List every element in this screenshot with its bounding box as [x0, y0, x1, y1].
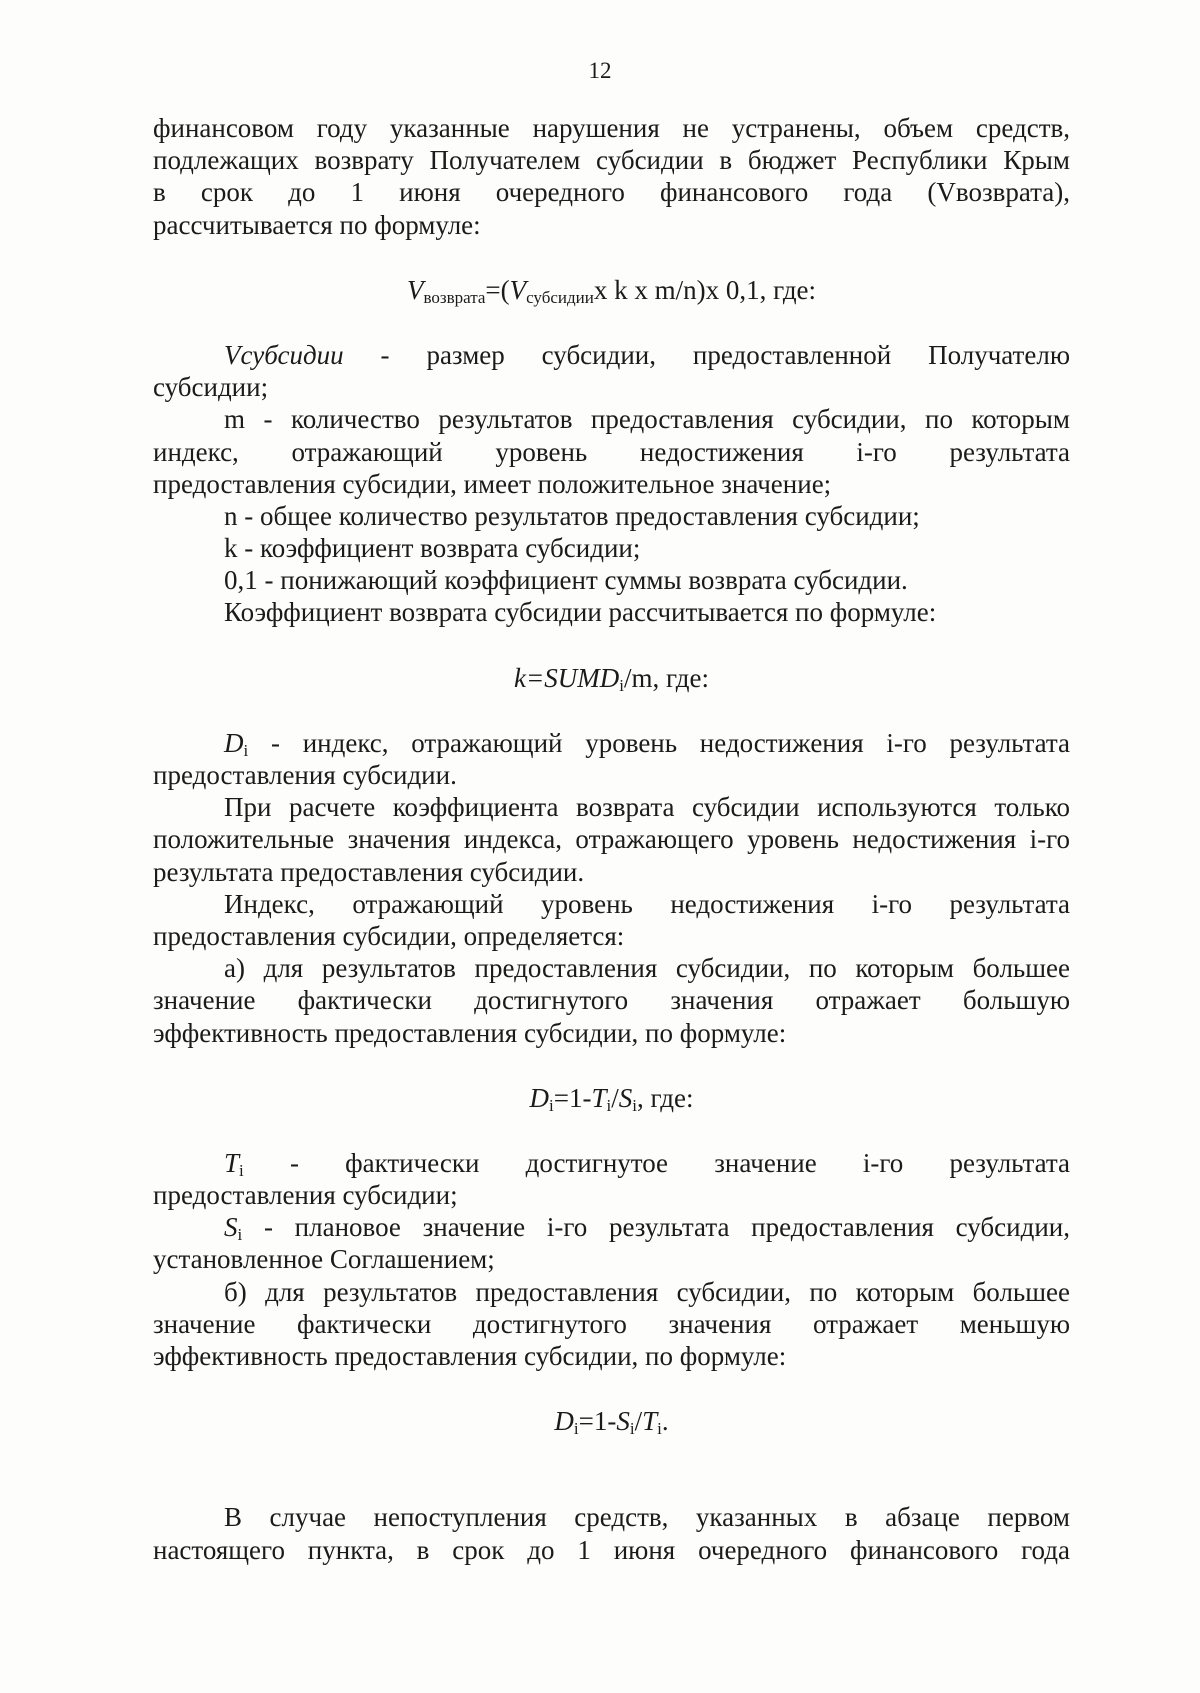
text-line: предоставления субсидии, определяется:: [153, 920, 625, 951]
text-line: предоставления субсидии.: [153, 760, 457, 790]
text-line: результата предоставления субсидии.: [153, 856, 585, 887]
definition-0-1: 0,1 - понижающий коэффициент суммы возврата субсидии.: [224, 565, 908, 596]
document-body: [153, 112, 1070, 1566]
definition-m: m - количество результатов предоставления субсидии, по которым: [224, 404, 1070, 435]
text-line: эффективность предоставления субсидии, по формуле:: [153, 1017, 787, 1048]
text-line: эффективность предоставления субсидии, по формуле:: [153, 1341, 787, 1371]
definition-s: $S_i$ - плановое значение i-го результата предоставления субсидии,: [224, 1212, 1070, 1245]
definition-t: $T_i$ - фактически достигнутое значение i-го результата: [224, 1147, 1070, 1180]
formula-k: $k=SUMD_i/m$, где:: [514, 662, 709, 695]
text-line: финансовом году указанные нарушения не устранены, объем средств,: [153, 113, 1070, 143]
text-line: субсидии;: [153, 372, 269, 403]
text-line: предоставления субсидии, имеет положительное значение;: [153, 468, 832, 499]
formula-d-a: $D_i=1-T_i/S_i$, где:: [529, 1082, 694, 1115]
text-line: значение фактически достигнутого значения отражает большую: [153, 985, 1070, 1016]
page-number: 12: [588, 58, 612, 83]
text-line: рассчитывается по формуле:: [153, 209, 481, 240]
formula-d-b: $D_i=1-S_i/T_i$.: [554, 1406, 669, 1439]
text-line: подлежащих возврату Получателем субсидии в бюджет Республики Крым: [153, 145, 1070, 176]
text-line: значение фактически достигнутого значения отражает меньшую: [153, 1308, 1070, 1339]
text-line: Коэффициент возврата субсидии рассчитывается по формуле:: [224, 597, 937, 628]
text-line: установленное Соглашением;: [153, 1244, 495, 1275]
definition-d: $D_i$ - индекс, отражающий уровень недостижения i-го результата: [224, 727, 1070, 760]
text-line: В случае непоступления средств, указанных в абзаце первом: [224, 1502, 1070, 1533]
text-line: б) для результатов предоставления субсидии, по которым большее: [224, 1276, 1070, 1307]
text-line: настоящего пункта, в срок до 1 июня очередного финансового года: [153, 1534, 1070, 1565]
text-line: в срок до 1 июня очередного финансового года (Vвозврата),: [153, 177, 1070, 208]
text-line: индекс, отражающий уровень недостижения i-го результата: [153, 436, 1070, 467]
definition-k: k - коэффициент возврата субсидии;: [224, 533, 641, 564]
text-line: положительные значения индекса, отражающего уровень недостижения i-го: [153, 824, 1070, 855]
definition-n: n - общее количество результатов предоставления субсидии;: [224, 500, 920, 531]
formula-return-volume: $V_{возврата}=(V_{субсидии}x$ k x m/n)x 0,1, где:: [406, 274, 817, 307]
text-line: При расчете коэффициента возврата субсидии используются только: [224, 792, 1070, 823]
text-line: Индекс, отражающий уровень недостижения i-го результата: [224, 888, 1070, 919]
text-line: предоставления субсидии;: [153, 1180, 458, 1211]
text-line: а) для результатов предоставления субсидии, по которым большее: [224, 953, 1070, 984]
definition-v-subsidy: Vсубсидии - размер субсидии, предоставленной Получателю: [224, 339, 1070, 370]
